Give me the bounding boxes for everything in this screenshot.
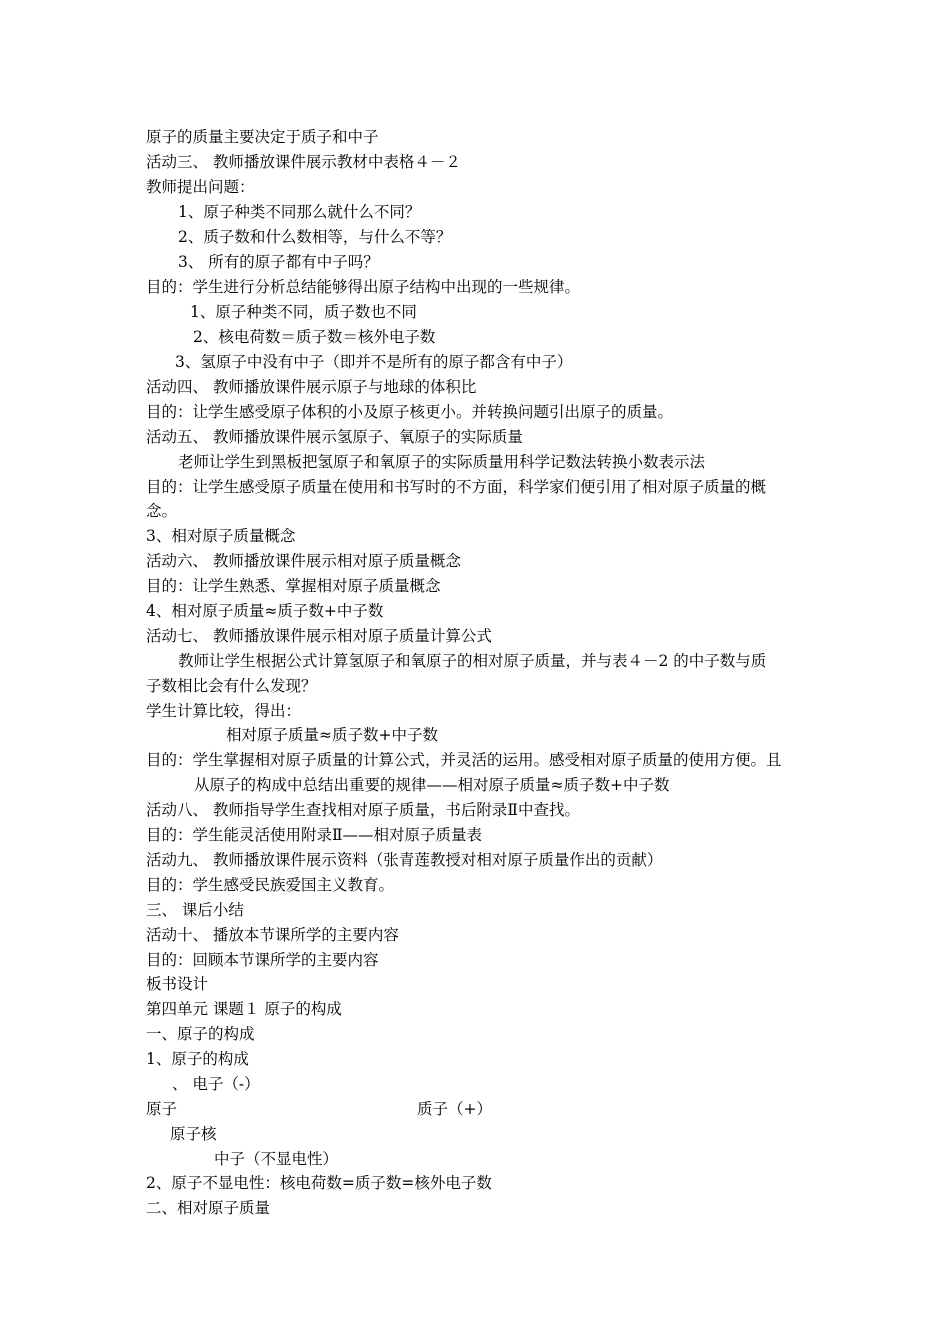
text-line: 质子（+） <box>417 1100 492 1118</box>
text-line: 1、原子种类不同那么就什么不同？ <box>178 203 421 221</box>
text-line: 3、 所有的原子都有中子吗？ <box>178 253 379 271</box>
text-line: 1、原子种类不同，质子数也不同 <box>190 303 417 321</box>
text-line: 活动八、 教师指导学生查找相对原子质量，书后附录Ⅱ中查找。 <box>146 801 580 819</box>
text-line: 1、原子的构成 <box>146 1050 249 1068</box>
text-line: 活动五、 教师播放课件展示氢原子、氧原子的实际质量 <box>146 428 523 446</box>
text-line: 教师提出问题： <box>146 178 255 196</box>
text-line: 目的：学生感受民族爱国主义教育。 <box>146 876 395 894</box>
text-line: 、 电子（-） <box>172 1075 260 1093</box>
text-line: 中子（不显电性） <box>214 1150 339 1168</box>
text-line: 2、质子数和什么数相等，与什么不等？ <box>178 228 452 246</box>
text-line: 教师让学生根据公式计算氢原子和氧原子的相对原子质量，并与表４－2 的中子数与质 <box>178 652 767 670</box>
text-line: 板书设计 <box>146 975 209 993</box>
text-line: 原子 <box>146 1100 178 1118</box>
text-line: 活动七、 教师播放课件展示相对原子质量计算公式 <box>146 627 492 645</box>
text-line: 三、 课后小结 <box>146 901 244 919</box>
text-line: 2、原子不显电性：核电荷数=质子数=核外电子数 <box>146 1174 492 1192</box>
text-line: 目的：学生掌握相对原子质量的计算公式，并灵活的运用。感受相对原子质量的使用方便。且 <box>146 751 782 769</box>
text-line: 活动四、 教师播放课件展示原子与地球的体积比 <box>146 378 477 396</box>
text-line: 目的：学生进行分析总结能够得出原子结构中出现的一些规律。 <box>146 278 581 296</box>
text-line: 二、相对原子质量 <box>146 1199 271 1217</box>
text-line: 原子核 <box>170 1125 217 1143</box>
text-line: 活动三、 教师播放课件展示教材中表格４－２ <box>146 153 461 171</box>
text-line: 目的：让学生熟悉、掌握相对原子质量概念 <box>146 577 441 595</box>
text-line: 第四单元 课题１ 原子的构成 <box>146 1000 342 1018</box>
text-line: 2、核电荷数＝质子数＝核外电子数 <box>193 328 436 346</box>
text-line: 目的：让学生感受原子体积的小及原子核更小。并转换问题引出原子的质量。 <box>146 403 674 421</box>
text-line: 老师让学生到黑板把氢原子和氧原子的实际质量用科学记数法转换小数表示法 <box>178 453 706 471</box>
text-line: 3、相对原子质量概念 <box>146 527 296 545</box>
text-line: 子数相比会有什么发现？ <box>146 677 317 695</box>
text-line: 相对原子质量≈质子数+中子数 <box>226 726 438 744</box>
text-line: 目的：学生能灵活使用附录Ⅱ——相对原子质量表 <box>146 826 483 844</box>
text-line: 目的：让学生感受原子质量在使用和书写时的不方面，科学家们便引用了相对原子质量的概 <box>146 478 767 496</box>
text-line: 活动六、 教师播放课件展示相对原子质量概念 <box>146 552 461 570</box>
text-line: 活动十、 播放本节课所学的主要内容 <box>146 926 399 944</box>
text-line: 3、氢原子中没有中子（即并不是所有的原子都含有中子） <box>175 353 573 371</box>
text-line: 目的：回顾本节课所学的主要内容 <box>146 951 379 969</box>
text-line: 原子的质量主要决定于质子和中子 <box>146 128 379 146</box>
text-line: 4、相对原子质量≈质子数+中子数 <box>146 602 384 620</box>
text-line: 念。 <box>146 502 178 520</box>
text-line: 学生计算比较，得出： <box>146 702 302 720</box>
text-line: 从原子的构成中总结出重要的规律——相对原子质量≈质子数+中子数 <box>194 776 670 794</box>
text-line: 活动九、 教师播放课件展示资料（张青莲教授对相对原子质量作出的贡献） <box>146 851 663 869</box>
text-line: 一、原子的构成 <box>146 1025 255 1043</box>
